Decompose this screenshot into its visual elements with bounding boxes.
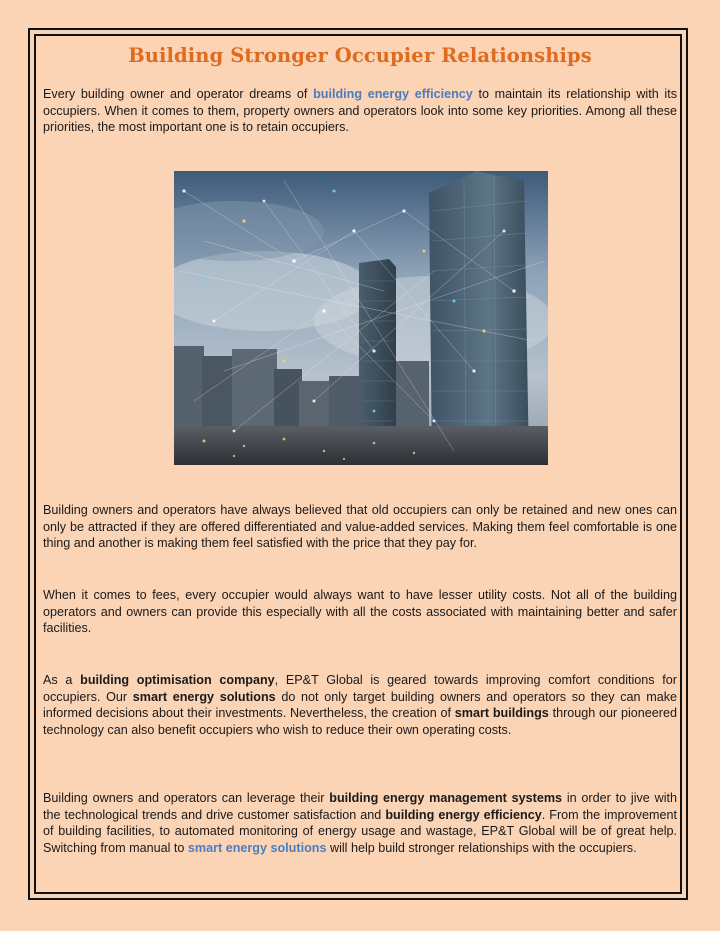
text-run: Building owners and operators have always believed that old occupiers can only be retained and new ones can only be attracted if they are offered differentiated and value-added services. Making them feel comfortable is one thing and another is making them feel satisfied with the price that they pay for. — [43, 503, 677, 551]
keyword-bold: building energy efficiency — [385, 807, 542, 822]
text-run: do not only target building owners and operators so they can make informed decisions about their investments. Nevertheless, the creation of — [43, 689, 677, 721]
text-run: will help build stronger relationships with the occupiers. — [326, 840, 637, 855]
text-run: in order to jive with the technological trends and drive customer satisfaction and — [43, 791, 677, 822]
text-run: When it comes to fees, every occupier would always want to have lesser utility costs. Not all of the building operators and owners can provide this especially with all the costs associated with maintaining better and safer facilities. — [43, 588, 677, 636]
skyline-illustration — [174, 171, 548, 465]
keyword-bold: smart energy solutions — [132, 689, 276, 704]
text-run: Every building owner and operator dreams of — [43, 87, 314, 101]
paragraph-utility-costs — [43, 587, 677, 637]
paragraph-intro — [43, 86, 677, 136]
text-run: through our pioneered technology can also benefit occupiers who wish to reduce their own operating costs. — [43, 706, 678, 737]
keyword-bold: building optimisation company — [80, 673, 275, 687]
text-run: , EP&T Global is geared towards improving comfort conditions for occupiers. Our — [43, 673, 677, 704]
keyword-link[interactable]: smart energy solutions — [187, 840, 327, 855]
text-run: As a — [43, 673, 81, 687]
keyword-link[interactable]: building energy efficiency — [313, 87, 473, 101]
paragraph-optimisation-company — [43, 672, 677, 738]
text-run: to maintain its relationship with its occupiers. When it comes to them, property owners and operators look into some key priorities. Among all these priorities, the most important one is to retain occupiers. — [43, 87, 677, 135]
text-run: Building owners and operators can leverage their — [43, 791, 330, 805]
text-run: . From the improvement of building facilities, to automated monitoring of energy usage and wastage, EP&T Global will be of great help. Switching from manual to — [43, 807, 677, 855]
keyword-bold: smart buildings — [454, 706, 549, 721]
paragraph-energy-management — [43, 790, 677, 856]
city-skyline-network-image — [174, 171, 548, 465]
keyword-bold: building energy management systems — [329, 791, 563, 805]
page-title: Building Stronger Occupier Relationships — [128, 44, 592, 67]
paragraph-occupier-retention — [43, 502, 677, 552]
